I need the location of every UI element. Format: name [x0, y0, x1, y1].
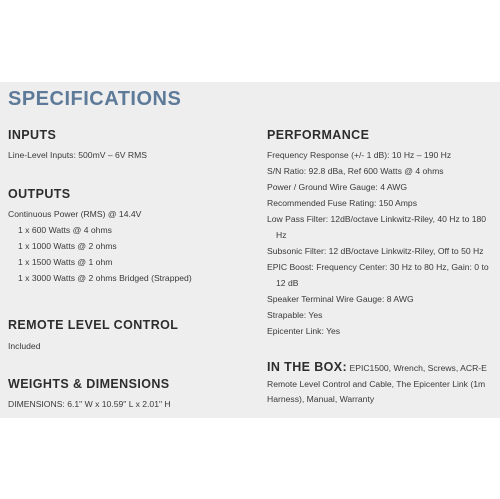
performance-line: 12 dB	[276, 278, 299, 288]
inputs-heading: INPUTS	[8, 128, 57, 142]
performance-line: Recommended Fuse Rating: 150 Amps	[267, 198, 417, 208]
performance-line: Subsonic Filter: 12 dB/octave Linkwitz-Riley, Off to 50 Hz	[267, 246, 484, 256]
in-the-box-heading: IN THE BOX:	[267, 360, 348, 374]
remote-heading: REMOTE LEVEL CONTROL	[8, 318, 179, 332]
outputs-line: 1 x 1500 Watts @ 1 ohm	[18, 257, 113, 267]
inputs-line: Line-Level Inputs: 500mV – 6V RMS	[8, 150, 148, 160]
outputs-line: 1 x 600 Watts @ 4 ohms	[18, 225, 112, 235]
performance-line: EPIC Boost: Frequency Center: 30 Hz to 80 Hz, Gain: 0 to	[267, 262, 489, 272]
in-the-box-text: EPIC1500, Wrench, Screws, ACR-E Remote Level Control and Cable, The Epicenter Link (1m Harness), Manual, Warranty	[267, 363, 487, 404]
performance-line: Epicenter Link: Yes	[267, 326, 341, 336]
performance-line: Frequency Response (+/- 1 dB): 10 Hz – 190 Hz	[267, 150, 452, 160]
weights-heading: WEIGHTS & DIMENSIONS	[8, 377, 170, 391]
page-title: SPECIFICATIONS	[8, 88, 182, 110]
performance-line: Power / Ground Wire Gauge: 4 AWG	[267, 182, 408, 192]
performance-line: Low Pass Filter: 12dB/octave Linkwitz-Riley, 40 Hz to 180	[267, 214, 487, 224]
outputs-line: 1 x 1000 Watts @ 2 ohms	[18, 241, 117, 251]
outputs-heading: OUTPUTS	[8, 187, 71, 201]
performance-line: Hz	[276, 230, 287, 240]
performance-heading: PERFORMANCE	[267, 128, 370, 142]
outputs-line: 1 x 3000 Watts @ 2 ohms Bridged (Strapped)	[18, 273, 192, 283]
in-the-box-block	[267, 360, 495, 408]
outputs-line: Continuous Power (RMS) @ 14.4V	[8, 209, 142, 219]
performance-line: S/N Ratio: 92.8 dBa, Ref 600 Watts @ 4 ohms	[267, 166, 444, 176]
weights-line: DIMENSIONS: 6.1" W x 10.59" L x 2.01" H	[8, 399, 171, 409]
performance-line: Speaker Terminal Wire Gauge: 8 AWG	[267, 294, 414, 304]
performance-line: Strapable: Yes	[267, 310, 323, 320]
remote-line: Included	[8, 341, 41, 351]
